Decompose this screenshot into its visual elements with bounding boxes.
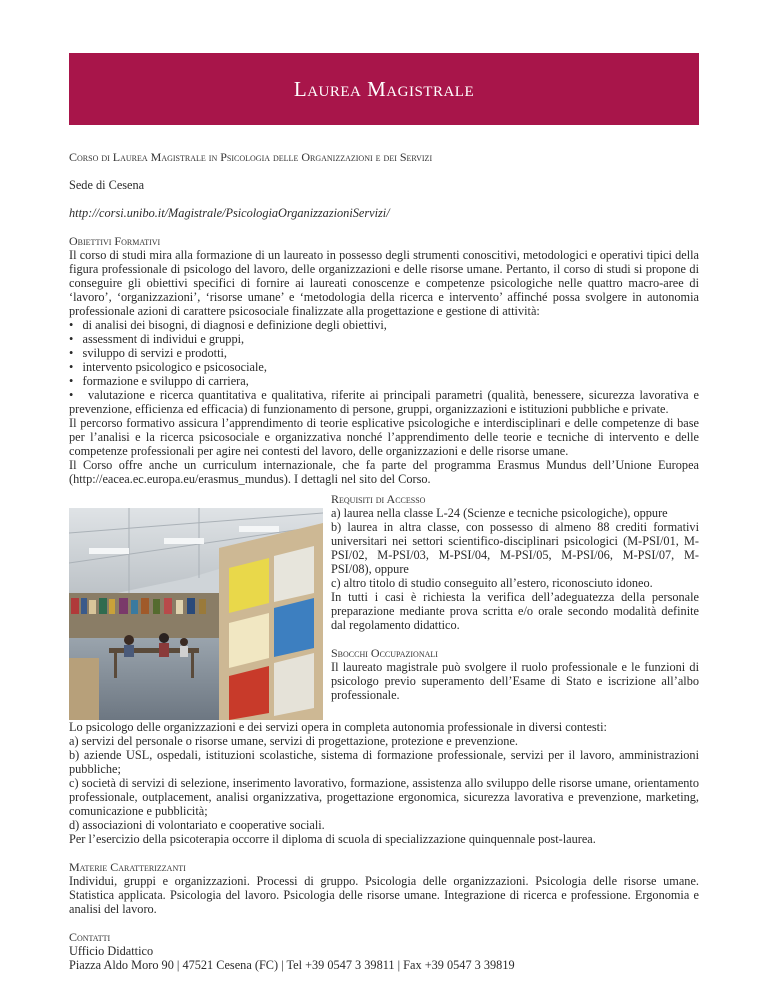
- bullet-item: • di analisi dei bisogni, di diagnosi e definizione degli obiettivi,: [69, 318, 387, 332]
- sbocchi-heading: Sbocchi Occupazionali: [331, 646, 438, 660]
- obiettivi-intro: Il corso di studi mira alla formazione di un laureato in possesso degli strumenti conoscitivi, metodologici e operativi tipici della figura professionale di psicologo del lavoro, delle organizzazioni e delle risorse umane. Pertanto, il corso di studi si propone di conseguire gli obiettivi specifici di fornire ai laureati conoscenze e competenze psicologiche nelle quattro macro-aree di ‘lavoro’, ‘organizzazioni’, ‘risorse umane’ e ‘metodologia della ricerca e intervento’ affinché possa svolgere in autonomia professionale azioni di carattere psicosociale finalizzate alla progettazione e gestione di attività:: [69, 248, 699, 318]
- materie-text: Individui, gruppi e organizzazioni. Processi di gruppo. Psicologia delle organizzazioni. Psicologia delle risorse umane. Statistica applicata. Psicologia del lavoro. Psicologia delle risorse umane. Integrazione di ricerca e professione. Ergonomia e analisi del lavoro.: [69, 874, 699, 916]
- sbocchi-line2: Lo psicologo delle organizzazioni e dei servizi opera in completa autonomia professionale in diversi contesti:: [69, 720, 607, 734]
- requisiti-heading: Requisiti di Accesso: [331, 492, 426, 506]
- requisiti-note: In tutti i casi è richiesta la verifica dell’adeguatezza della personale preparazione mediante prova scritta e/o orale secondo modalità definite dal regolamento didattico.: [331, 590, 699, 632]
- bullet-item: • formazione e sviluppo di carriera,: [69, 374, 249, 388]
- contatti-heading: Contatti: [69, 930, 111, 944]
- sbocchi-d: d) associazioni di volontariato e cooperative sociali.: [69, 818, 325, 832]
- bullet-item: • sviluppo di servizi e prodotti,: [69, 346, 228, 360]
- sbocchi-note: Per l’esercizio della psicoterapia occorre il diploma di scuola di specializzazione quinquennale post-laurea.: [69, 832, 596, 846]
- obiettivi-section: [69, 248, 699, 486]
- course-title: Corso di Laurea Magistrale in Psicologia delle Organizzazioni e dei Servizi: [69, 150, 433, 164]
- obiettivi-para3: Il Corso offre anche un curriculum internazionale, che fa parte del programma Erasmus Mundus dell’Unione Europea (http://eacea.ec.europa.eu/erasmus_mundus). I dettagli nel sito del Corso.: [69, 458, 699, 486]
- requisiti-c: c) altro titolo di studio conseguito all’estero, riconosciuto idoneo.: [331, 576, 653, 590]
- obiettivi-para2: Il percorso formativo assicura l’apprendimento di teorie esplicative psicologiche e interdisciplinari e delle competenze di base per l’analisi e la ricerca psicosociale e organizzativa nonché l’apprendimento delle teorie e tecniche di intervento e delle competenze professionali per agire nei contesti del lavoro, delle organizzazioni e delle risorse umane.: [69, 416, 699, 458]
- document-body: [69, 150, 699, 972]
- course-sede: Sede di Cesena: [69, 178, 145, 192]
- sbocchi-c: c) società di servizi di selezione, inserimento lavorativo, formazione, assistenza allo sviluppo delle risorse umane, orientamento professionale, outplacement, analisi organizzativa, progettazione ergonomica, sicurezza lavorativa e prevenzione, marketing, comunicazione e pubblicità;: [69, 776, 699, 818]
- course-url[interactable]: http://corsi.unibo.it/Magistrale/PsicologiaOrganizzazioniServizi/: [69, 206, 390, 220]
- contatti-address: Piazza Aldo Moro 90 | 47521 Cesena (FC) | Tel +39 0547 3 39811 | Fax +39 0547 3 39819: [69, 958, 515, 972]
- library-photo: [69, 508, 323, 720]
- sbocchi-b: b) aziende USL, ospedali, istituzioni scolastiche, sistema di formazione professionale, servizi per il lavoro, amministrazioni pubbliche;: [69, 748, 699, 776]
- requisiti-block: [69, 492, 699, 720]
- page-title: Laurea Magistrale: [293, 77, 475, 101]
- sbocchi-section: [69, 720, 699, 846]
- sbocchi-intro: Il laureato magistrale può svolgere il ruolo professionale e le funzioni di psicologo previo superamento dell’Esame di Stato e iscrizione all’albo professionale.: [331, 660, 699, 702]
- requisiti-column: [331, 492, 699, 720]
- contatti-office: Ufficio Didattico: [69, 944, 154, 958]
- sbocchi-a: a) servizi del personale o risorse umane, servizi di progettazione, protezione e prevenzione.: [69, 734, 518, 748]
- requisiti-a: a) laurea nella classe L-24 (Scienze e tecniche psicologiche), oppure: [331, 506, 668, 520]
- bullet-item: • assessment di individui e gruppi,: [69, 332, 245, 346]
- library-photo-illustration: [69, 508, 323, 720]
- bullet-item: • intervento psicologico e psicosociale,: [69, 360, 267, 374]
- requisiti-b: b) laurea in altra classe, con possesso di almeno 88 crediti formativi universitari nei settori scientifico-disciplinari psicologici (M-PSI/01, M-PSI/02, M-PSI/03, M-PSI/04, M-PSI/05, M-PSI/06, M-PSI/07, M-PSI/08), oppure: [331, 520, 699, 576]
- bullet-item: • valutazione e ricerca quantitativa e qualitativa, riferite ai principali parametri (qualità, benessere, sicurezza lavorativa e prevenzione, efficienza ed efficacia) di funzionamento di persone, gruppi, organizzazioni e istituzioni pubbliche e private.: [69, 388, 699, 416]
- materie-heading: Materie Caratterizzanti: [69, 860, 186, 874]
- title-banner: [69, 53, 699, 125]
- obiettivi-heading: Obiettivi Formativi: [69, 234, 161, 248]
